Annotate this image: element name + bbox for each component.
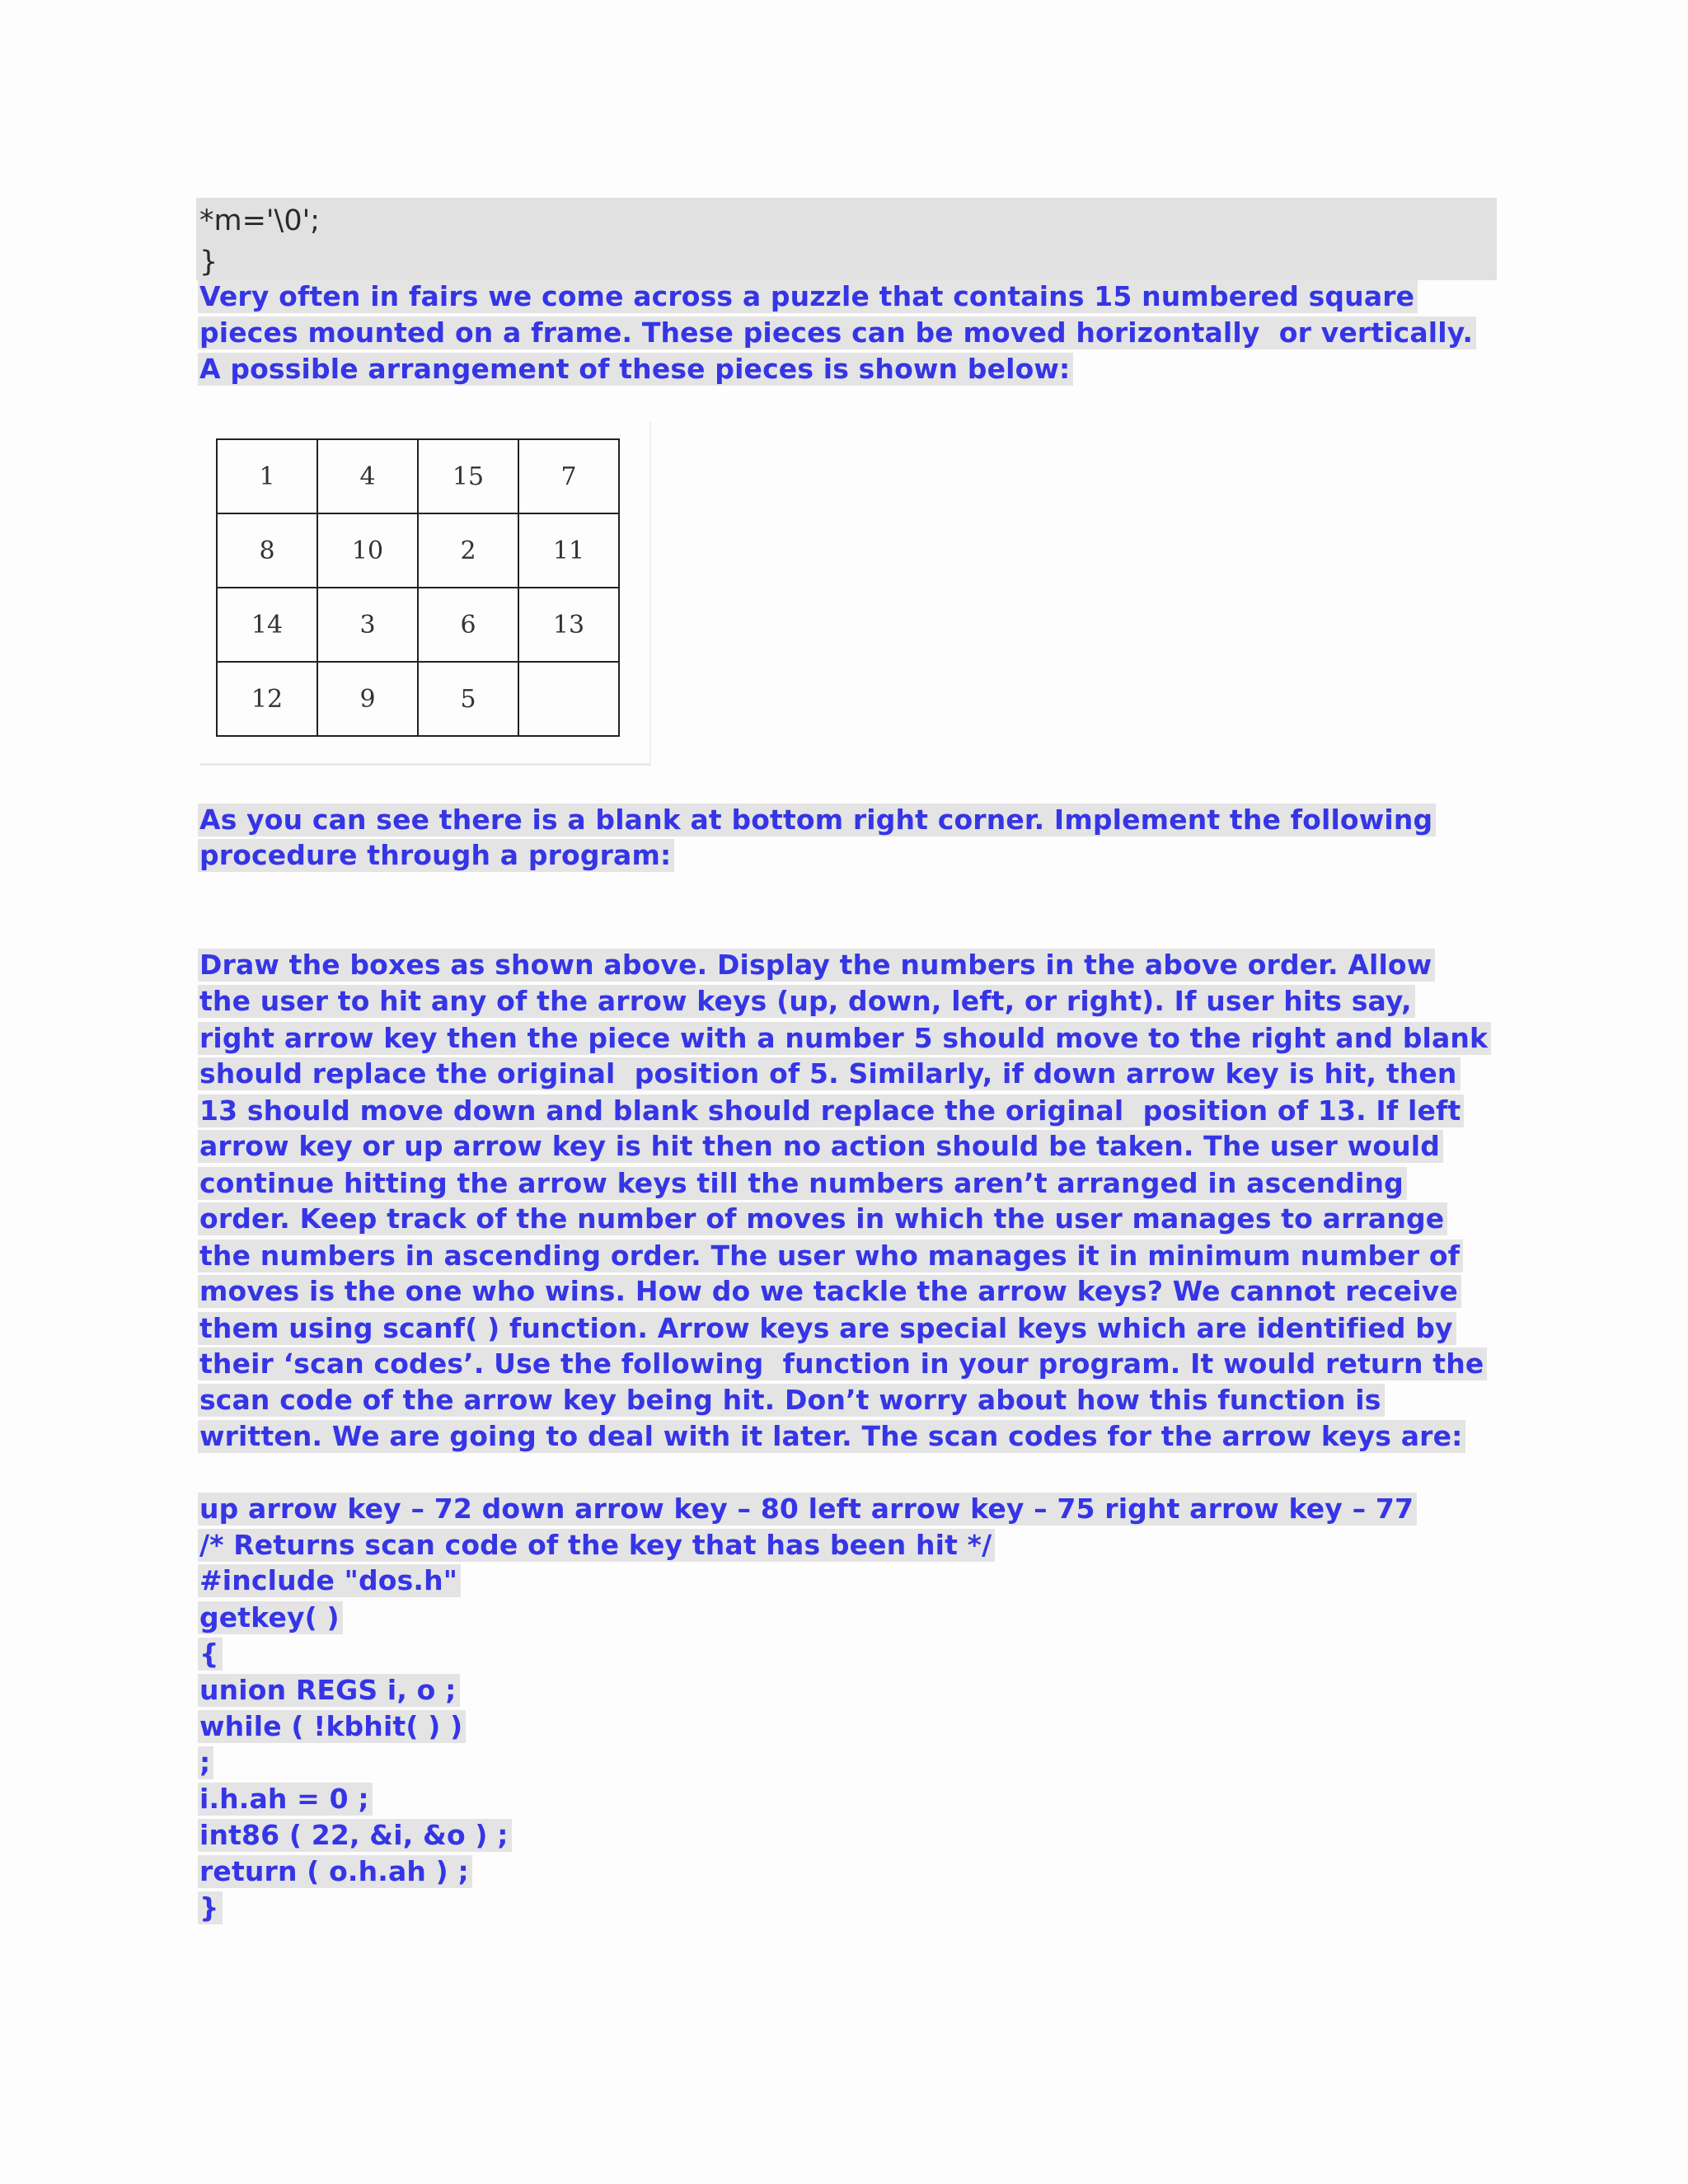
para3-line: right arrow key then the piece with a number 5 should move to the right and blank <box>198 1022 1491 1055</box>
para3-line: their ‘scan codes’. Use the following function in your program. It would return the <box>198 1347 1487 1380</box>
para2-line: procedure through a program: <box>198 839 674 872</box>
para3-line: arrow key or up arrow key is hit then no action should be taken. The user would <box>198 1130 1443 1163</box>
puzzle-cell: 9 <box>318 663 419 737</box>
puzzle-cell: 4 <box>318 440 419 514</box>
scan-codes-line: up arrow key – 72 down arrow key – 80 left arrow key – 75 right arrow key – 77 <box>198 1493 1417 1526</box>
code-line: } <box>198 1891 223 1924</box>
code-line: *m='\0'; <box>199 204 321 237</box>
code-line: union REGS i, o ; <box>198 1674 460 1707</box>
para3-line: the user to hit any of the arrow keys (up, down, left, or right). If user hits say, <box>198 985 1415 1018</box>
para3-line: scan code of the arrow key being hit. Don’t worry about how this function is <box>198 1384 1385 1417</box>
intro-line: Very often in fairs we come across a puzzle that contains 15 numbered square <box>198 280 1418 313</box>
code-line: while ( !kbhit( ) ) <box>198 1710 466 1743</box>
puzzle-cell: 3 <box>318 588 419 663</box>
para3-line: moves is the one who wins. How do we tackle the arrow keys? We cannot receive <box>198 1275 1461 1308</box>
para3-line: them using scanf( ) function. Arrow keys are special keys which are identified by <box>198 1312 1456 1345</box>
code-line: return ( o.h.ah ) ; <box>198 1855 472 1888</box>
puzzle-figure <box>199 422 651 766</box>
code-line: ; <box>198 1746 213 1779</box>
puzzle-cell: 1 <box>218 440 318 514</box>
puzzle-cell: 12 <box>218 663 318 737</box>
para3-line: written. We are going to deal with it later. The scan codes for the arrow keys are: <box>198 1420 1465 1453</box>
para3-line: order. Keep track of the number of moves in which the user manages to arrange <box>198 1202 1447 1235</box>
para3-line: 13 should move down and blank should replace the original position of 13. If left <box>198 1094 1464 1127</box>
puzzle-cell: 7 <box>519 440 620 514</box>
puzzle-cell: 14 <box>218 588 318 663</box>
code-line: int86 ( 22, &i, &o ) ; <box>198 1819 512 1852</box>
para3-line: should replace the original position of 5. Similarly, if down arrow key is hit, then <box>198 1057 1461 1090</box>
code-line: /* Returns scan code of the key that has been hit */ <box>198 1529 995 1562</box>
code-line: getkey( ) <box>198 1601 343 1634</box>
code-line: i.h.ah = 0 ; <box>198 1783 373 1816</box>
para3-line: the numbers in ascending order. The user who manages it in minimum number of <box>198 1240 1463 1272</box>
para3-line: Draw the boxes as shown above. Display the numbers in the above order. Allow <box>198 949 1435 982</box>
intro-line: A possible arrangement of these pieces is shown below: <box>198 353 1073 386</box>
intro-line: pieces mounted on a frame. These pieces can be moved horizontally or vertically. <box>198 316 1476 349</box>
code-line: } <box>199 246 218 279</box>
para2-line: As you can see there is a blank at bottom right corner. Implement the following <box>198 804 1436 837</box>
puzzle-cell: 11 <box>519 514 620 588</box>
puzzle-cell: 2 <box>419 514 519 588</box>
code-snippet-top <box>196 198 1497 280</box>
code-line: { <box>198 1638 223 1671</box>
puzzle-cell: 10 <box>318 514 419 588</box>
para3-line: continue hitting the arrow keys till the numbers aren’t arranged in ascending <box>198 1167 1407 1200</box>
puzzle-cell: 15 <box>419 440 519 514</box>
code-line: #include "dos.h" <box>198 1564 461 1597</box>
puzzle-cell-blank <box>519 663 620 737</box>
puzzle-cell: 13 <box>519 588 620 663</box>
puzzle-cell: 8 <box>218 514 318 588</box>
puzzle-cell: 6 <box>419 588 519 663</box>
puzzle-grid <box>216 438 620 737</box>
puzzle-cell: 5 <box>419 663 519 737</box>
